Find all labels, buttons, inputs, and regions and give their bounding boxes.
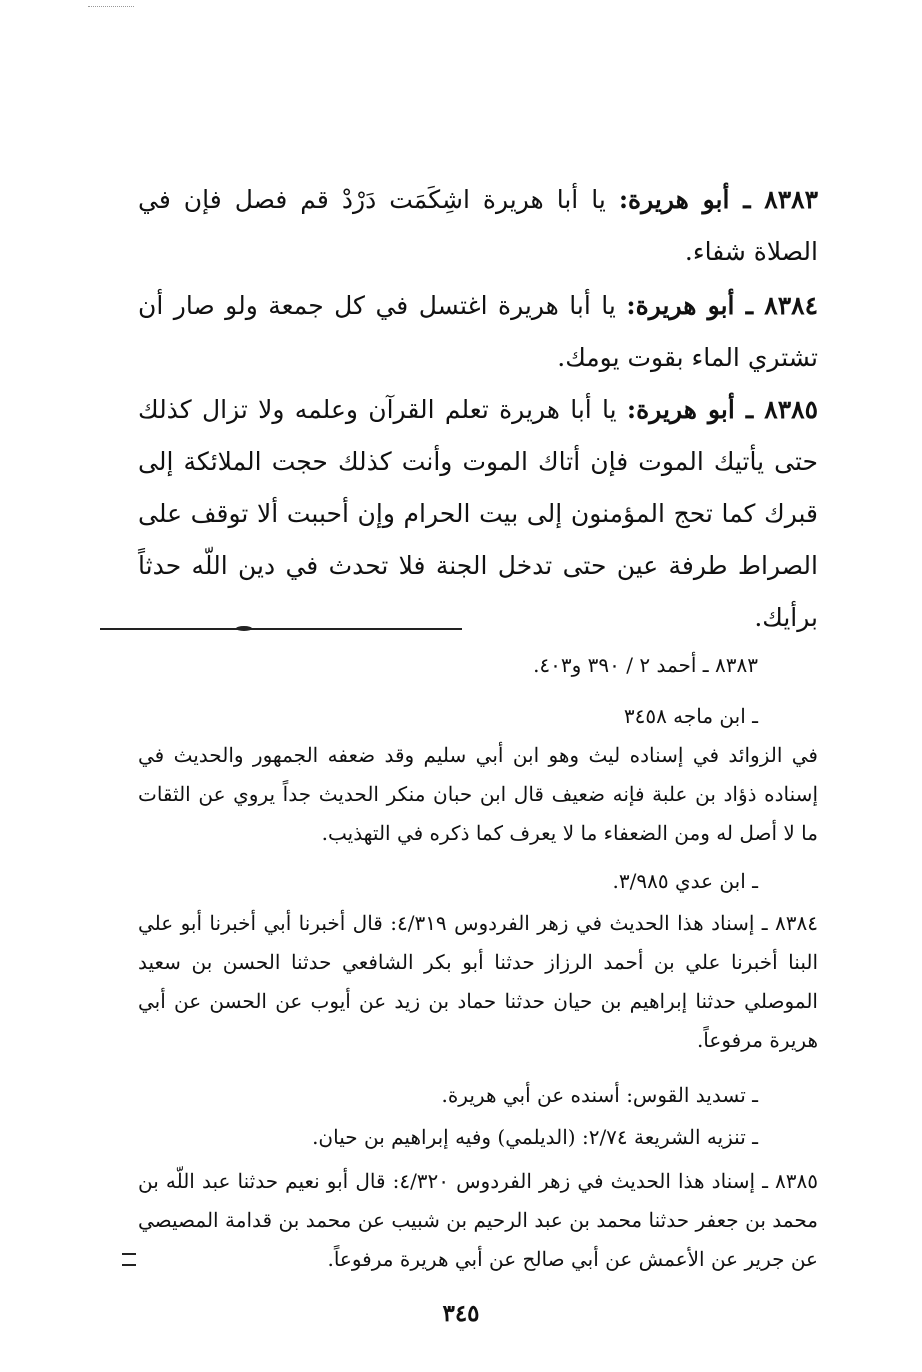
entry-text: يا أبا هريرة تعلم القرآن وعلمه ولا تزال كذلك حتى يأتيك الموت فإن أتاك الموت وأنت كذلك حجت الملائكة إلى قبرك كما تحج المؤمنون إلى بيت الحرام وإن أحببت ألا توقف على الصراط طرفة عين حتى تدخل الجنة فلا تحدث في دين اللّه حدثاً برأيك.	[138, 395, 818, 632]
page-number: ٣٤٥	[442, 1300, 480, 1327]
note-line: ـ تسديد القوس: أسنده عن أبي هريرة.	[441, 1083, 758, 1107]
note-paragraph: ٨٣٨٤ ـ إسناد هذا الحديث في زهر الفردوس ٤/٣١٩: قال أخبرنا أبي أخبرنا أبو علي البنا أخبرنا علي بن أحمد الرزاز حدثنا أبو بكر الشافعي حدثنا الحسن بن سعيد الموصلي حدثنا إبراهيم بن حيان حدثنا حماد بن زيد عن أيوب عن الحسن عن أبي هريرة مرفوعاً.	[138, 911, 819, 1052]
entry-text: يا أبا هريرة اغتسل في كل جمعة ولو صار أن تشتري الماء بقوت يومك.	[138, 291, 818, 372]
footnote-separator	[100, 628, 462, 630]
footnote-8383-zawaid	[138, 736, 818, 853]
entry-number: ٨٣٨٤ ـ أبو هريرة:	[626, 291, 819, 320]
note-line: ـ تنزيه الشريعة ٢/٧٤: (الديلمي) وفيه إبراهيم بن حيان.	[312, 1125, 758, 1149]
footnote-8383-ibn-adi	[138, 862, 818, 901]
footnote-8384-tanzih	[138, 1118, 818, 1157]
hadith-entry-8385	[138, 384, 818, 644]
footnote-8385-isnad	[138, 1162, 818, 1279]
note-paragraph: في الزوائد في إسناده ليث وهو ابن أبي سليم وقد ضعفه الجمهور والحديث في إسناده ذؤاد بن علبة فإنه ضعيف قال ابن حبان منكر الحديث جداً يروي عن الثقات ما لا أصل له ومن الضعفاء ما لا يعرف كما ذكره في التهذيب.	[138, 743, 818, 845]
hadith-entry-8383	[138, 174, 818, 278]
note-line: ٨٣٨٣ ـ أحمد ٢ / ٣٩٠ و٤٠٣.	[533, 653, 758, 677]
footnote-8384-isnad	[138, 904, 818, 1060]
note-line: ـ ابن ماجه ٣٤٥٨	[623, 704, 758, 728]
scan-artifact	[88, 6, 134, 10]
footnote-8383-ahmad	[138, 646, 818, 685]
footnote-8384-tasdid	[138, 1076, 818, 1115]
entry-number: ٨٣٨٥ ـ أبو هريرة:	[626, 395, 818, 424]
note-paragraph: ٨٣٨٥ ـ إسناد هذا الحديث في زهر الفردوس ٤/٣٢٠: قال أبو نعيم حدثنا عبد اللّه بن محمد بن جعفر حدثنا محمد بن عبد الرحيم بن شبيب عن محمد بن قدامة المصيصي عن جرير عن الأعمش عن أبي صالح عن أبي هريرة مرفوعاً.	[138, 1169, 819, 1271]
note-line: ـ ابن عدي ٣/٩٨٥.	[612, 869, 758, 893]
entry-text: يا أبا هريرة اشِكَمَت دَرْدْ قم فصل فإن في الصلاة شفاء.	[138, 185, 818, 266]
continuation-mark	[122, 1253, 136, 1266]
footnote-8383-ibn-majah	[138, 697, 818, 736]
hadith-entry-8384	[138, 280, 818, 384]
entry-number: ٨٣٨٣ ـ أبو هريرة:	[618, 185, 818, 214]
